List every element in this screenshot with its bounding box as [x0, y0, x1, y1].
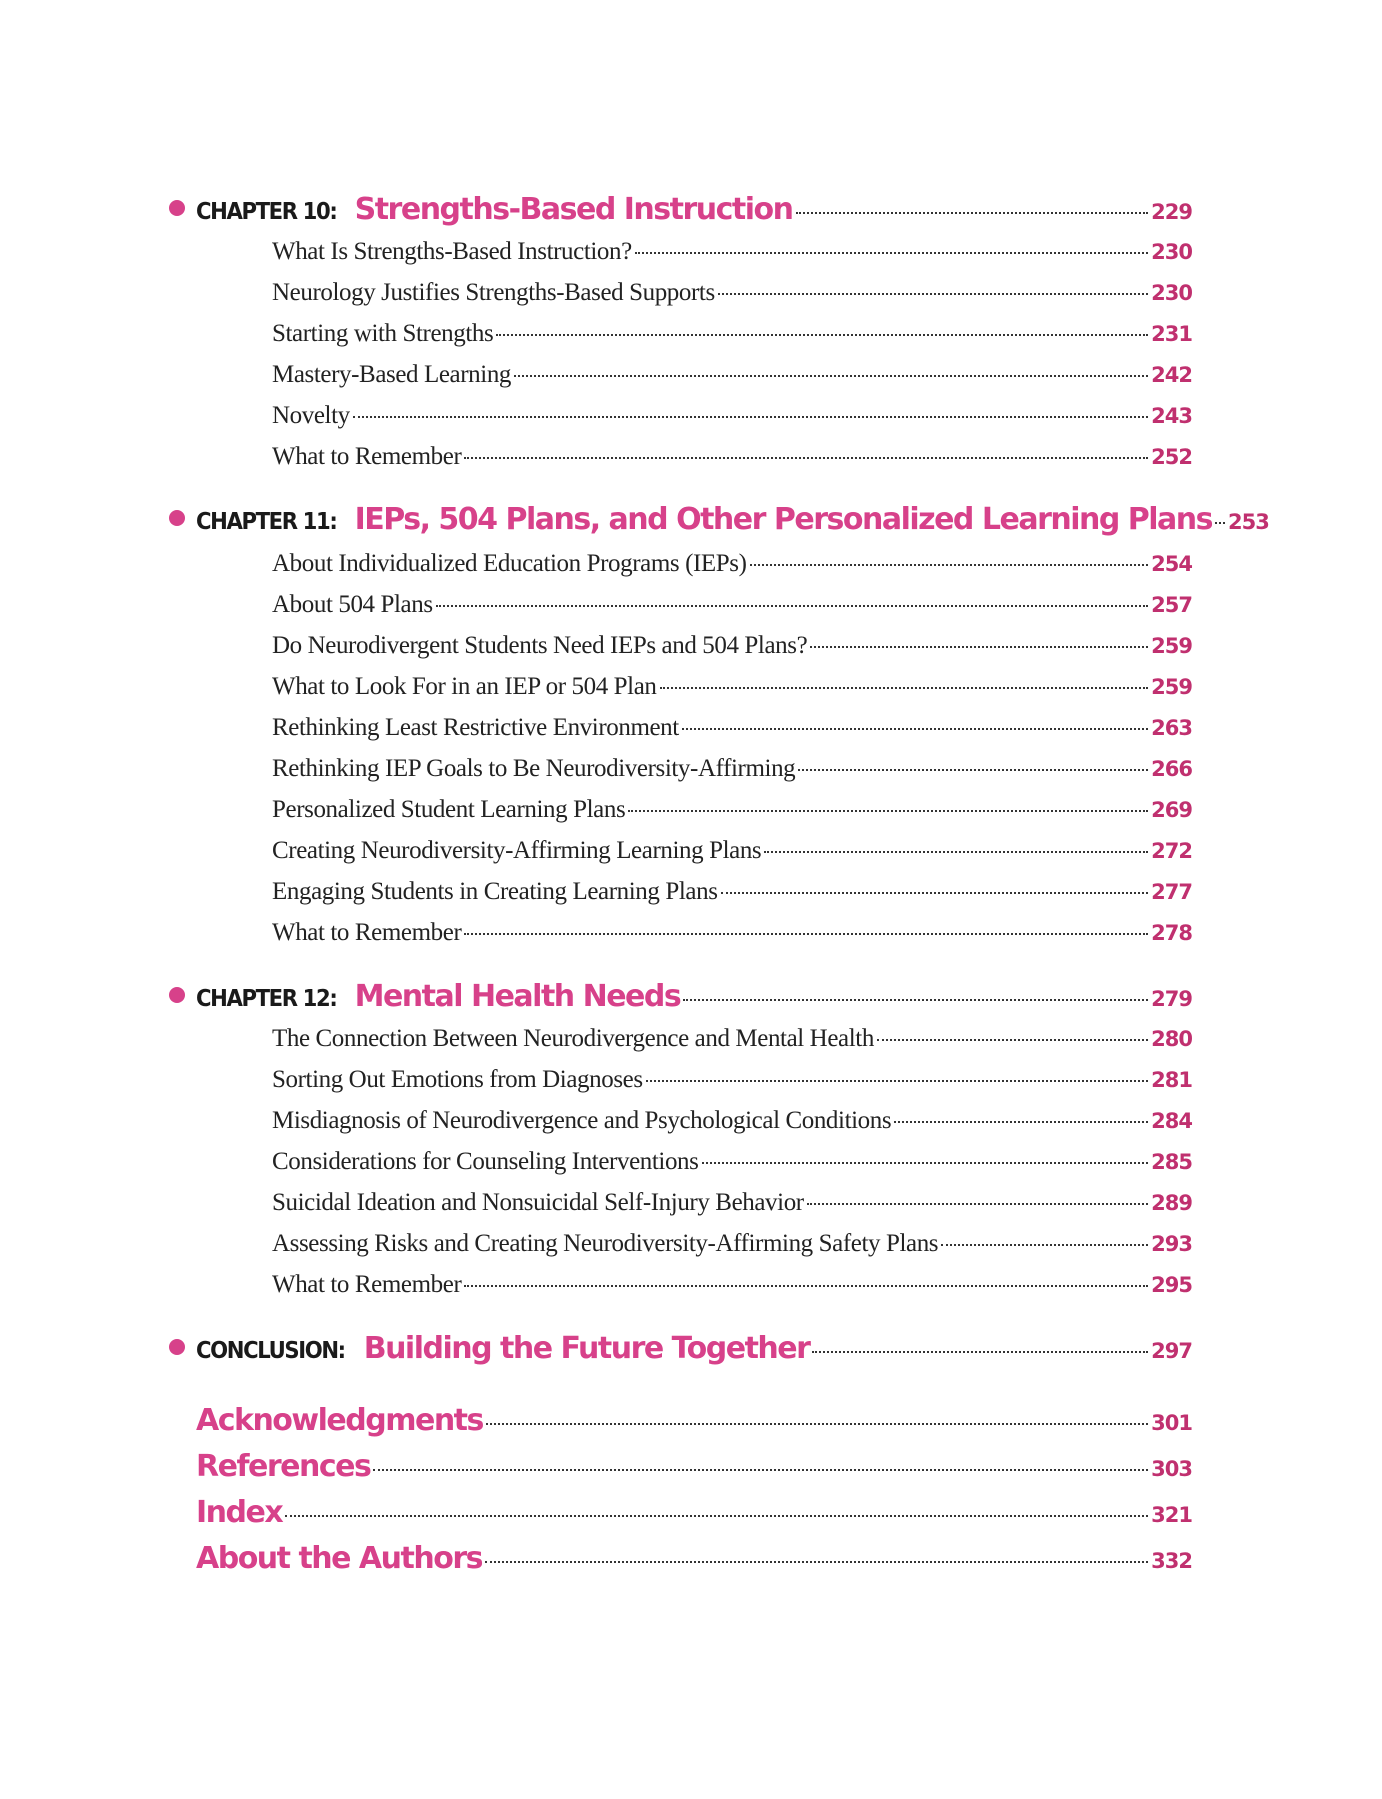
dot-leader	[496, 334, 1148, 336]
page-number: 252	[1151, 445, 1192, 469]
dot-leader	[894, 1121, 1148, 1123]
page-number: 297	[1151, 1339, 1192, 1363]
section-title: Misdiagnosis of Neurodivergence and Psychological Conditions	[272, 1107, 892, 1134]
section-title: The Connection Between Neurodivergence and Mental Health	[272, 1025, 874, 1052]
dot-leader	[807, 1203, 1148, 1205]
page-number: 257	[1151, 593, 1192, 617]
dot-leader	[628, 810, 1148, 812]
dot-leader	[464, 457, 1148, 459]
section-entry[interactable]	[272, 919, 1192, 947]
page-number: 303	[1151, 1457, 1192, 1481]
dot-leader	[464, 933, 1148, 935]
section-title: About 504 Plans	[272, 591, 433, 618]
section-entry[interactable]	[272, 837, 1192, 865]
dot-leader	[514, 375, 1148, 377]
page-number: 230	[1151, 240, 1192, 264]
dot-leader	[764, 851, 1148, 853]
chapter-bullet-icon	[169, 510, 185, 526]
section-title: Novelty	[272, 402, 350, 429]
page-number: 259	[1151, 675, 1192, 699]
section-entry[interactable]	[272, 402, 1192, 430]
section-entry[interactable]	[272, 550, 1192, 578]
section-title: Mastery-Based Learning	[272, 361, 512, 388]
dot-leader	[635, 252, 1148, 254]
section-title: Considerations for Counseling Interventions	[272, 1148, 699, 1175]
section-title: Assessing Risks and Creating Neurodiversity-Affirming Safety Plans	[272, 1230, 939, 1257]
dot-leader	[1215, 522, 1225, 524]
acknowledgments-entry[interactable]	[196, 1403, 1192, 1438]
page-number: 281	[1151, 1068, 1192, 1092]
section-title: What to Remember	[272, 443, 462, 470]
dot-leader	[877, 1039, 1148, 1041]
page-number: 263	[1151, 716, 1192, 740]
page-number: 231	[1151, 322, 1192, 346]
section-entry[interactable]	[272, 755, 1192, 783]
section-entry[interactable]	[272, 1066, 1192, 1094]
page-number: 285	[1151, 1150, 1192, 1174]
back-matter-title: References	[196, 1449, 371, 1484]
dot-leader	[285, 1515, 1148, 1517]
dot-leader	[941, 1244, 1148, 1246]
chapter-title: Strengths-Based Instruction	[354, 192, 793, 227]
page-number: 289	[1151, 1191, 1192, 1215]
section-title: Sorting Out Emotions from Diagnoses	[272, 1066, 643, 1093]
page-number: 284	[1151, 1109, 1192, 1133]
section-entry[interactable]	[272, 238, 1192, 266]
back-matter-title: Index	[196, 1495, 283, 1530]
section-entry[interactable]	[272, 796, 1192, 824]
section-title: What to Look For in an IEP or 504 Plan	[272, 673, 657, 700]
section-title: Starting with Strengths	[272, 320, 494, 347]
dot-leader	[721, 892, 1149, 894]
section-entry[interactable]	[272, 673, 1192, 701]
dot-leader	[373, 1469, 1148, 1471]
chapter-12-entry[interactable]	[196, 979, 1192, 1014]
section-title: Creating Neurodiversity-Affirming Learning Plans	[272, 837, 762, 864]
page-number: 293	[1151, 1232, 1192, 1256]
about-the-authors-entry[interactable]	[196, 1541, 1192, 1576]
dot-leader	[812, 1351, 1148, 1353]
chapter-title: Building the Future Together	[363, 1331, 810, 1366]
section-entry[interactable]	[272, 714, 1192, 742]
page-number: 277	[1151, 880, 1192, 904]
dot-leader	[486, 1423, 1148, 1425]
dot-leader	[810, 646, 1148, 648]
section-entry[interactable]	[272, 1107, 1192, 1135]
page-number: 253	[1228, 510, 1269, 534]
section-title: Suicidal Ideation and Nonsuicidal Self-Injury Behavior	[272, 1189, 804, 1216]
dot-leader	[682, 728, 1148, 730]
page-number: 280	[1151, 1027, 1192, 1051]
chapter-label: CONCLUSION:	[196, 1338, 345, 1364]
chapter-title: Mental Health Needs	[354, 979, 681, 1014]
references-entry[interactable]	[196, 1449, 1192, 1484]
page-number: 332	[1151, 1549, 1192, 1573]
page-number: 278	[1151, 921, 1192, 945]
conclusion-entry[interactable]	[196, 1331, 1192, 1366]
dot-leader	[750, 564, 1149, 566]
dot-leader	[796, 212, 1149, 214]
page-number: 269	[1151, 798, 1192, 822]
dot-leader	[436, 605, 1148, 607]
page-number: 243	[1151, 404, 1192, 428]
chapter-label: CHAPTER 10:	[196, 199, 337, 225]
page-number: 230	[1151, 281, 1192, 305]
dot-leader	[702, 1162, 1149, 1164]
dot-leader	[683, 999, 1148, 1001]
dot-leader	[353, 416, 1148, 418]
dot-leader	[660, 687, 1149, 689]
section-title: What to Remember	[272, 919, 462, 946]
section-entry[interactable]	[272, 1271, 1192, 1299]
page-number: 259	[1151, 634, 1192, 658]
dot-leader	[485, 1561, 1148, 1563]
section-entry[interactable]	[272, 443, 1192, 471]
section-title: What to Remember	[272, 1271, 462, 1298]
page-number: 295	[1151, 1273, 1192, 1297]
dot-leader	[646, 1080, 1148, 1082]
dot-leader	[798, 769, 1148, 771]
page-number: 279	[1151, 987, 1192, 1011]
section-entry[interactable]	[272, 591, 1192, 619]
page-number: 301	[1151, 1411, 1192, 1435]
section-title: Engaging Students in Creating Learning Plans	[272, 878, 718, 905]
chapter-bullet-icon	[169, 1339, 185, 1355]
section-title: Rethinking Least Restrictive Environment	[272, 714, 679, 741]
section-title: Personalized Student Learning Plans	[272, 796, 626, 823]
chapter-bullet-icon	[169, 200, 185, 216]
page-number: 272	[1151, 839, 1192, 863]
chapter-label: CHAPTER 12:	[196, 986, 337, 1012]
section-entry[interactable]	[272, 878, 1192, 906]
section-entry[interactable]	[272, 361, 1192, 389]
chapter-bullet-icon	[169, 987, 185, 1003]
section-entry[interactable]	[272, 1025, 1192, 1053]
page-number: 229	[1151, 200, 1192, 224]
section-entry[interactable]	[272, 1148, 1192, 1176]
page-number: 266	[1151, 757, 1192, 781]
section-title: About Individualized Education Programs (IEPs)	[272, 550, 747, 577]
chapter-title: IEPs, 504 Plans, and Other Personalized Learning Plans	[354, 502, 1213, 537]
section-title: Do Neurodivergent Students Need IEPs and 504 Plans?	[272, 632, 808, 659]
section-title: Neurology Justifies Strengths-Based Supports	[272, 279, 715, 306]
page-number: 242	[1151, 363, 1192, 387]
dot-leader	[718, 293, 1148, 295]
chapter-label: CHAPTER 11:	[196, 509, 337, 535]
index-entry[interactable]	[196, 1495, 1192, 1530]
chapter-11-entry[interactable]	[196, 502, 1269, 537]
page-number: 321	[1151, 1503, 1192, 1527]
section-entry[interactable]	[272, 632, 1192, 660]
dot-leader	[464, 1285, 1148, 1287]
back-matter-title: About the Authors	[196, 1541, 482, 1576]
back-matter-title: Acknowledgments	[196, 1403, 483, 1438]
section-title: Rethinking IEP Goals to Be Neurodiversity-Affirming	[272, 755, 796, 782]
section-entry[interactable]	[272, 320, 1192, 348]
section-entry[interactable]	[272, 279, 1192, 307]
page-number: 254	[1151, 552, 1192, 576]
section-entry[interactable]	[272, 1230, 1192, 1258]
section-entry[interactable]	[272, 1189, 1192, 1217]
section-title: What Is Strengths-Based Instruction?	[272, 238, 632, 265]
chapter-10-entry[interactable]	[196, 192, 1192, 227]
